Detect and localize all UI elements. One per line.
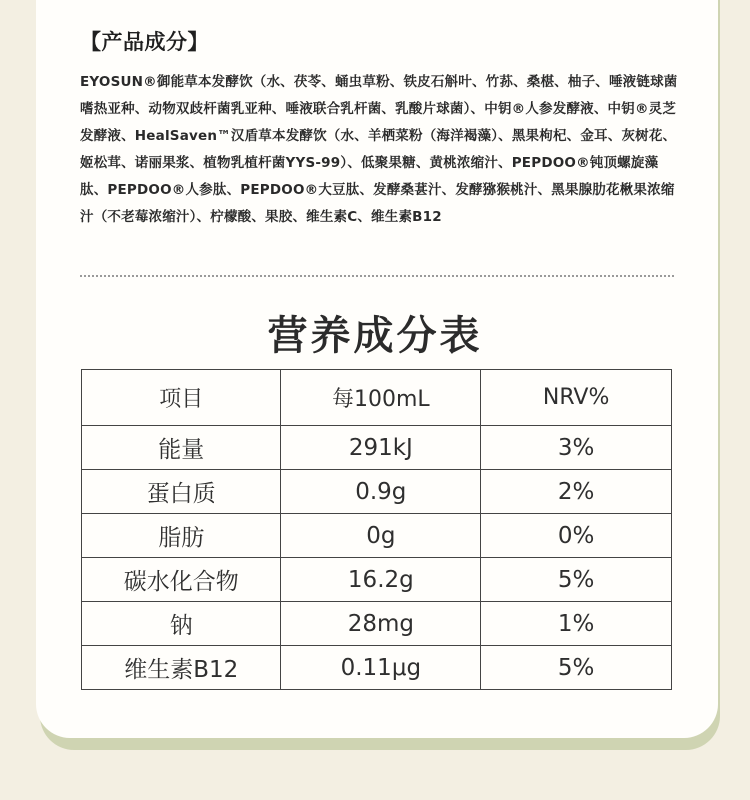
table-row xyxy=(82,426,672,470)
nutrient-amount: 28mg xyxy=(281,602,481,646)
table-row xyxy=(82,602,672,646)
table-row xyxy=(82,558,672,602)
table-header-row xyxy=(82,370,672,426)
nutrient-amount: 0g xyxy=(281,514,481,558)
nutrient-nrv: 2% xyxy=(481,470,672,514)
table-row xyxy=(82,646,672,690)
nutrition-table xyxy=(81,369,672,690)
product-ingredients-heading: 【产品成分】 xyxy=(80,30,209,54)
table-row xyxy=(82,470,672,514)
nutrient-name: 维生素B12 xyxy=(82,646,281,690)
nutrient-amount: 0.9g xyxy=(281,470,481,514)
nutrition-table-title: 营养成分表 xyxy=(267,312,483,359)
ingredients-text: EYOSUN®御能草本发酵饮（水、茯苓、蛹虫草粉、铁皮石斛叶、竹荪、桑椹、柚子、唾液链球菌嗜热亚种、动物双歧杆菌乳亚种、唾液联合乳杆菌、乳酸片球菌）、中钥®人参发酵液、中钥®灵芝发酵液、HealSaven™汉盾草本发酵饮（水、羊栖菜粉（海洋褐藻）、黑果枸杞、金耳、灰树花、姬松茸、诺丽果浆、植物乳植杆菌YYS-99）、低聚果糖、黄桃浓缩汁、PEPDOO®钝顶螺旋藻肽、PEPDOO®人参肽、PEPDOO®大豆肽、发酵桑葚汁、发酵猕猴桃汁、黑果腺肋花楸果浓缩汁（不老莓浓缩汁）、柠檬酸、果胶、维生素C、维生素B12 xyxy=(80,74,678,225)
nutrient-name: 脂肪 xyxy=(82,514,281,558)
nutrient-name: 碳水化合物 xyxy=(82,558,281,602)
nutrient-name: 钠 xyxy=(82,602,281,646)
nutrient-nrv: 0% xyxy=(481,514,672,558)
nutrient-amount: 0.11μg xyxy=(281,646,481,690)
dotted-divider xyxy=(80,275,674,277)
nutrient-name: 能量 xyxy=(82,426,281,470)
nutrient-nrv: 5% xyxy=(481,646,672,690)
nutrient-amount: 291kJ xyxy=(281,426,481,470)
header-item: 项目 xyxy=(82,370,281,426)
nutrient-nrv: 3% xyxy=(481,426,672,470)
table-row xyxy=(82,514,672,558)
nutrient-nrv: 5% xyxy=(481,558,672,602)
nutrient-nrv: 1% xyxy=(481,602,672,646)
header-nrv: NRV% xyxy=(481,370,672,426)
nutrient-name: 蛋白质 xyxy=(82,470,281,514)
header-per-100ml: 每100mL xyxy=(281,370,481,426)
nutrient-amount: 16.2g xyxy=(281,558,481,602)
